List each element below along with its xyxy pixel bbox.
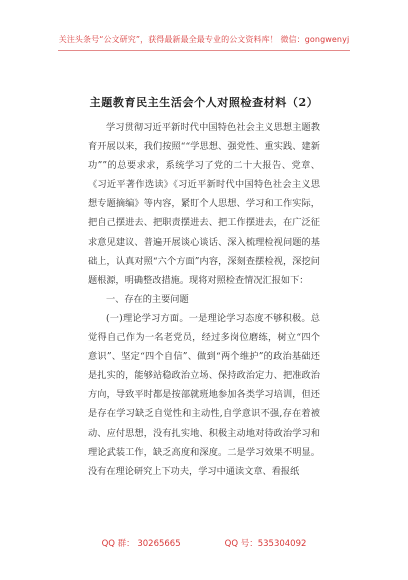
document-body — [88, 118, 320, 481]
intro-paragraph: 学习贯彻习近平新时代中国特色社会主义思想主题教育开展以来，我们按照““学思想、强党性、重实践、建新功””的总要求求，系统学习了党的二十大报告、党章、《习近平著作选读》《习近平新时代中国特色社会主义思想专题摘编》等内容，紧盯个人思想、学习和工作实际，把自己摆进去、把职责摆进去、把工作摆进去，在广泛征求意见建议、普遍开展谈心谈话、深入梳理检视问题的基础上，认真对照“六个方面”内容，深刻查摆检视，深挖问题根源，明确整改措施。现将对照检查情况汇报如下： — [88, 122, 320, 286]
document-title: 主题教育民主生活会个人对照检查材料（2） — [89, 96, 319, 109]
footer-qq-number: QQ 号：535304092 — [224, 539, 307, 549]
section-heading: 一、存在的主要问题 — [106, 293, 189, 305]
header-banner: 关注头条号“公文研究”，获得最新最全最专业的公文资料库！ 微信：gongwenyj — [58, 35, 350, 44]
header-divider — [58, 50, 350, 51]
footer-qq-group: QQ 群： 30265665 — [101, 539, 181, 549]
footer-contact — [0, 537, 408, 549]
theory-study-paragraph: (一)理论学习方面。一是理论学习态度不够积极。总觉得自己作为一名老党员，经过多岗位磨练，树立“四个意识”、坚定“四个自信”、做到“两个维护”的政治基础还是扎实的，能够站稳政治立场、保持政治定力、把准政治方向，导致平时都是按部就班地参加各类学习培训，但还是存在学习缺乏自觉性和主动性,自学意识不强,存在着被动、应付思想，没有扎实地、积极主动地对待政治学习和理论武装工作，缺乏高度和深度。二是学习效果不明显。没有在理论研究上下功夫，学习中通读文章、看报纸 — [88, 312, 320, 477]
